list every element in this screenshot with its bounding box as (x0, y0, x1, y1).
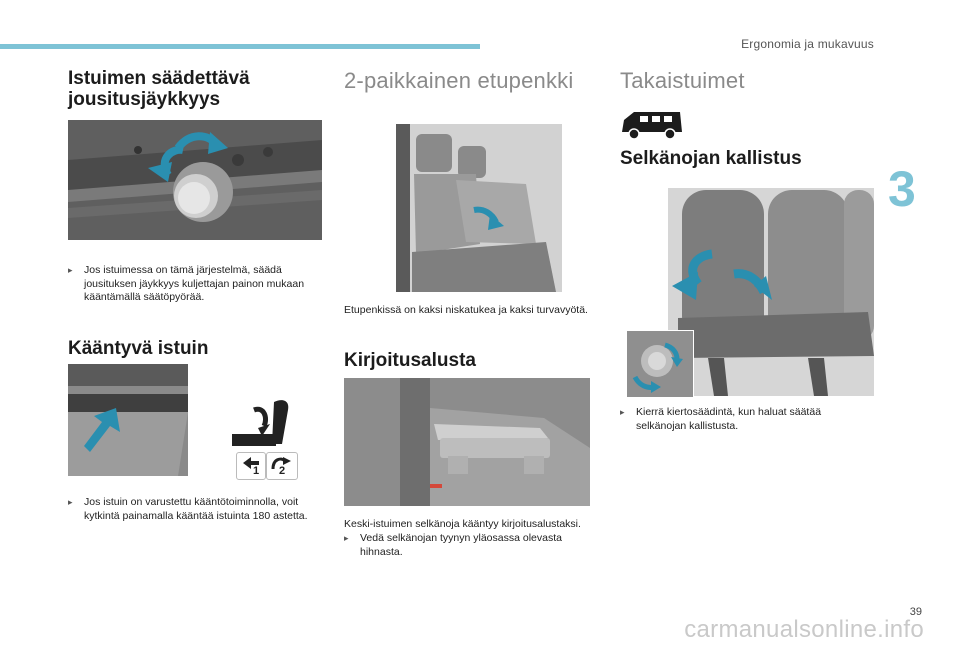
bullet-marker: ▸ (620, 407, 625, 417)
swivel-seat-icon (230, 396, 300, 450)
watermark: carmanualsonline.info (684, 616, 924, 643)
header-accent-bar (0, 44, 480, 49)
section-title: Ergonomia ja mukavuus (741, 37, 874, 51)
swivel-instruction: ▸ Jos istuin on varustettu kääntötoiminnolla, voit kytkintä painamalla kääntää istuinta 180 astetta. (68, 496, 308, 522)
writing-tray-caption: Keski-istuimen selkänoja kääntyy kirjoitusalustaksi. (344, 518, 581, 530)
suspension-instruction: ▸ Jos istuimessa on tämä järjestelmä, säädä jousituksen jäykkyys kuljettajan painon mukaan kääntämällä säätöpyörää. (68, 264, 305, 303)
heading-rear-seats: Takaistuimet (620, 68, 745, 93)
bullet-marker: ▸ (68, 497, 73, 507)
heading-front-bench: 2-paikkainen etupenkki (344, 68, 574, 93)
writing-tray-instruction: ▸ Vedä selkänojan tyynyn yläosassa olevasta hihnasta. (344, 532, 562, 558)
backrest-tilt-instruction: ▸ Kierrä kiertosäädintä, kun haluat säätää selkänojan kallistusta. (620, 406, 822, 432)
minibus-icon (620, 110, 684, 140)
chapter-number: 3 (888, 161, 916, 217)
bullet-marker: ▸ (68, 265, 73, 275)
suspension-knob-image (68, 120, 322, 240)
heading-suspension: Istuimen säädettävä jousitusjäykkyys (68, 68, 250, 110)
writing-tray-image (344, 378, 590, 506)
swivel-seat-image (68, 364, 188, 476)
tilt-knob-inset-image (626, 330, 694, 398)
swivel-step-1-label: 1 (253, 465, 260, 477)
page-number: 39 (909, 606, 922, 618)
front-bench-image (396, 124, 562, 292)
swivel-step-2-label: 2 (279, 465, 286, 477)
swivel-step-2-icon (266, 452, 298, 480)
rear-seats-image (668, 188, 874, 396)
heading-swivel-seat: Kääntyvä istuin (68, 338, 209, 359)
heading-backrest-tilt: Selkänojan kallistus (620, 148, 802, 169)
bullet-marker: ▸ (344, 533, 349, 543)
front-bench-caption: Etupenkissä on kaksi niskatukea ja kaksi turvavyötä. (344, 304, 588, 316)
heading-writing-tray: Kirjoitusalusta (344, 350, 476, 371)
swivel-step-1-icon (236, 452, 266, 480)
